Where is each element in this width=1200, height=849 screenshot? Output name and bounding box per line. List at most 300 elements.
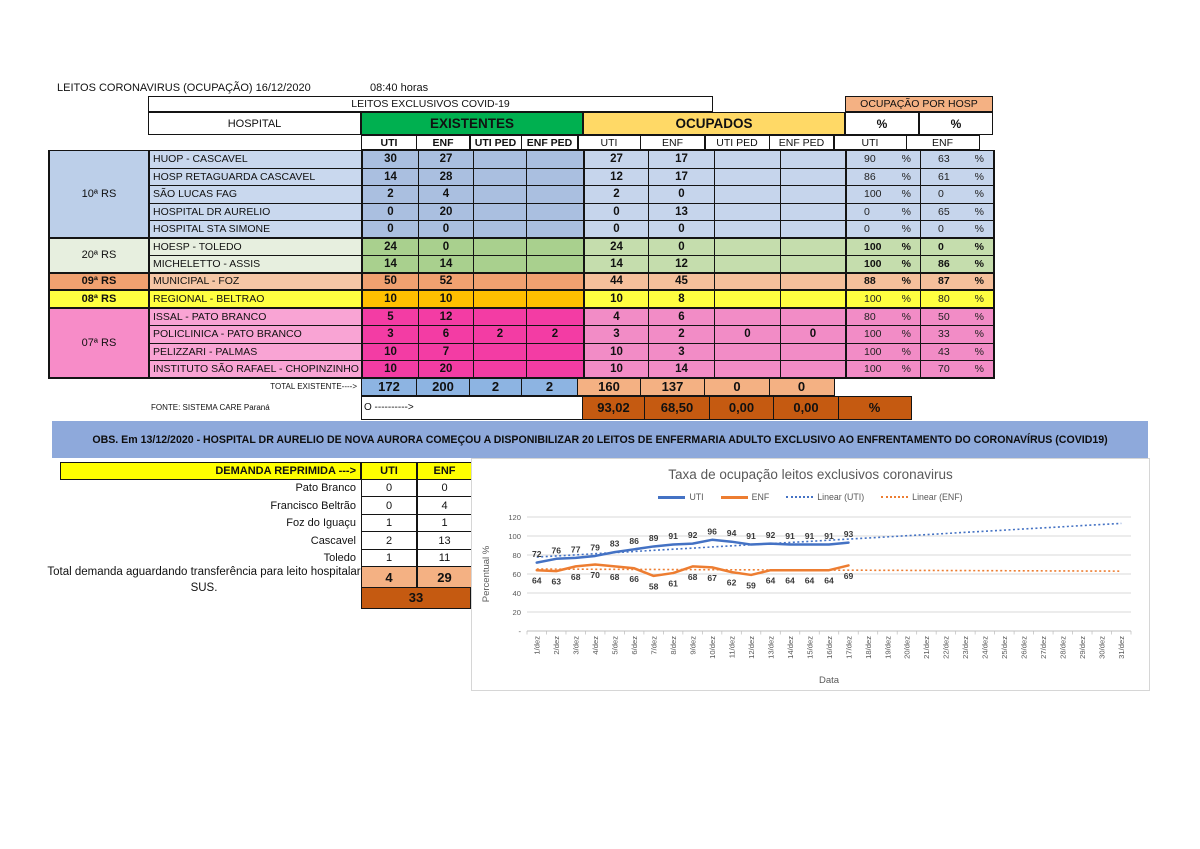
y-tick-label: 60 [512,569,521,579]
y-tick-label: 100 [508,531,521,541]
percent-value: 100 [864,328,882,341]
region-group-label: 09ª RS [50,274,150,292]
occupied-value-cell [781,221,847,239]
x-tick-label: 9/dez [688,636,698,655]
percent-value: 86 [938,257,950,270]
existing-value-cell [527,361,585,379]
data-label: 63 [551,576,562,587]
x-tick-label: 24/dez [980,636,990,659]
existing-value-cell: 28 [419,169,474,187]
percent-value: 100 [864,188,882,201]
legend-label: Linear (UTI) [817,492,865,502]
percent-sign: % [901,205,911,218]
percent-cell [847,326,921,344]
ocupacao-por-hosp-header: OCUPAÇÃO POR HOSP [845,96,993,112]
column-header: UTI [833,135,907,150]
data-label: 89 [648,532,659,543]
existing-value-cell [474,169,527,187]
occupied-value-cell: 10 [585,291,649,309]
page-title: LEITOS CORONAVIRUS (OCUPAÇÃO) 16/12/2020 [57,82,311,94]
existing-value-cell: 27 [419,151,474,169]
existing-value-cell: 4 [419,186,474,204]
percent-sign: % [974,345,984,358]
occupied-value-cell: 12 [585,169,649,187]
percent-cell [921,309,995,327]
existing-value-cell: 14 [363,256,419,274]
x-tick-label: 30/dez [1097,636,1107,659]
percent-cell [921,169,995,187]
percent-cell [921,326,995,344]
data-label: 62 [726,577,737,588]
data-label: 66 [629,573,639,584]
percent-cell [921,204,995,222]
percent-value: 70 [938,362,950,375]
percent-cell [847,204,921,222]
existing-value-cell [474,186,527,204]
occupied-value-cell [715,204,781,222]
occupied-value-cell [715,151,781,169]
x-tick-label: 13/dez [766,636,776,659]
demanda-value-cell: 13 [417,531,472,550]
x-tick-label: 6/dez [629,636,639,655]
occupied-value-cell [715,169,781,187]
percent-sign: % [901,257,911,270]
legend-label: Linear (ENF) [912,492,963,502]
y-tick-label: 120 [508,512,521,522]
x-tick-label: 17/dez [844,636,854,659]
existing-value-cell: 10 [419,291,474,309]
x-tick-label: 5/dez [610,636,620,655]
percent-cell [921,361,995,379]
hospital-name-cell: PELIZZARI - PALMAS [150,344,363,362]
existing-value-cell: 3 [363,326,419,344]
total-occupied-cell: 0 [704,378,770,396]
occupied-value-cell: 27 [585,151,649,169]
percent-value: 87 [938,275,950,288]
x-axis-title: Data [818,675,840,686]
hospital-name-cell: SÃO LUCAS FAG [150,186,363,204]
y-tick-label: - [518,626,521,636]
percent-cell [847,309,921,327]
percent-sign: % [974,153,984,166]
existing-value-cell: 10 [363,344,419,362]
percent-value: 0 [938,188,944,201]
total-existing-cell: 200 [416,378,471,396]
occupied-value-cell [715,344,781,362]
existing-value-cell [527,274,585,292]
occupied-value-cell [781,344,847,362]
ocupados-header: OCUPADOS [583,112,845,135]
total-existing-cell: 2 [469,378,522,396]
demanda-value-cell: 1 [417,514,472,533]
occupancy-rate-cell: 0,00 [709,396,775,420]
region-group-label: 08ª RS [50,291,150,309]
occupied-value-cell: 3 [585,326,649,344]
legend-dotted-line-swatch [786,496,813,498]
percent-value: 100 [864,292,882,305]
occupied-value-cell [715,291,781,309]
existing-value-cell [527,309,585,327]
percent-value: 0 [864,205,870,218]
y-tick-label: 20 [512,607,521,617]
occupancy-rate-cell: 0,00 [773,396,839,420]
existing-value-cell: 30 [363,151,419,169]
occupied-value-cell: 12 [649,256,715,274]
percent-value: 0 [938,240,944,253]
x-tick-label: 20/dez [902,636,912,659]
percent-cell [921,291,995,309]
data-label: 91 [668,531,678,542]
data-label: 64 [824,575,834,586]
existing-value-cell: 52 [419,274,474,292]
percent-sign: % [974,170,984,183]
percent-sign: % [974,257,984,270]
existing-value-cell [527,239,585,257]
existing-value-cell [474,204,527,222]
column-header: UTI PED [704,135,770,150]
x-tick-label: 14/dez [785,636,795,659]
percent-value: 80 [938,292,950,305]
data-label: 64 [785,575,795,586]
x-tick-label: 16/dez [824,636,834,659]
occupied-value-cell [781,274,847,292]
legend-label: ENF [751,492,770,502]
hospital-name-cell: HOESP - TOLEDO [150,239,363,257]
chart-panel [471,458,1150,691]
existing-value-cell: 24 [363,239,419,257]
occupancy-rate-pct-cell: % [838,396,912,420]
column-header: UTI PED [469,135,522,150]
occupancy-rate-cell: 68,50 [644,396,710,420]
demanda-row-label: Pato Branco [295,482,356,494]
occupied-value-cell: 13 [649,204,715,222]
occupied-value-cell: 10 [585,344,649,362]
data-label: 58 [648,581,659,592]
data-label: 64 [804,575,815,586]
hospital-name-cell: HOSPITAL DR AURELIO [150,204,363,222]
percent-cell [847,151,921,169]
existing-value-cell: 10 [363,291,419,309]
percent-value: 100 [864,345,882,358]
pct-enf-header: % [919,112,993,135]
hospital-name-cell: HOSP RETAGUARDA CASCAVEL [150,169,363,187]
percent-sign: % [901,153,911,166]
percent-sign: % [901,275,911,288]
percent-value: 90 [864,153,876,166]
existing-value-cell: 50 [363,274,419,292]
occupied-value-cell: 0 [585,221,649,239]
x-tick-label: 3/dez [571,636,581,655]
data-label: 91 [785,531,795,542]
demanda-value-cell: 11 [417,549,472,568]
occupied-value-cell [715,186,781,204]
occupied-value-cell [715,309,781,327]
occupied-value-cell: 0 [585,204,649,222]
x-tick-label: 18/dez [863,636,873,659]
existing-value-cell [474,309,527,327]
percent-cell [847,274,921,292]
percent-sign: % [974,222,984,235]
x-tick-label: 28/dez [1058,636,1068,659]
occupied-value-cell: 8 [649,291,715,309]
percent-value: 100 [864,362,882,375]
occupied-value-cell [715,274,781,292]
column-header: ENF [906,135,980,150]
percent-sign: % [901,310,911,323]
percent-cell [847,186,921,204]
data-label: 61 [668,578,678,589]
x-tick-label: 29/dez [1078,636,1088,659]
percent-sign: % [974,328,984,341]
legend-line-swatch [721,496,748,499]
total-occupied-cell: 137 [640,378,706,396]
region-group-label: 07ª RS [50,309,150,379]
percent-value: 86 [864,170,876,183]
occupied-value-cell [781,309,847,327]
hospital-name-cell: MICHELETTO - ASSIS [150,256,363,274]
existing-value-cell: 0 [419,239,474,257]
x-tick-label: 26/dez [1019,636,1029,659]
table-subtitle: LEITOS EXCLUSIVOS COVID-19 [148,96,713,112]
demanda-value-cell: 1 [361,549,417,568]
existing-value-cell [527,186,585,204]
hospital-name-cell: HOSPITAL STA SIMONE [150,221,363,239]
x-tick-label: 2/dez [552,636,562,655]
percent-sign: % [901,222,911,235]
existing-value-cell [474,361,527,379]
demanda-value-cell: 0 [361,479,417,498]
existing-value-cell [527,204,585,222]
region-group-label: 20ª RS [50,239,150,274]
x-tick-label: 7/dez [649,636,659,655]
occupied-value-cell [781,204,847,222]
existing-value-cell: 7 [419,344,474,362]
occupied-value-cell: 17 [649,169,715,187]
hospital-name-cell: REGIONAL - BELTRAO [150,291,363,309]
existing-value-cell [474,151,527,169]
x-tick-label: 27/dez [1039,636,1049,659]
data-label: 86 [629,535,639,546]
percent-value: 50 [938,310,950,323]
data-label: 59 [746,580,756,591]
occupied-value-cell: 3 [649,344,715,362]
existing-value-cell [527,291,585,309]
column-header: UTI [361,135,417,150]
data-label: 92 [687,530,698,541]
total-existente-row [148,378,835,396]
existing-value-cell: 14 [419,256,474,274]
ocupado-arrow-box: O ----------> [361,396,583,420]
percent-value: 43 [938,345,950,358]
percent-value: 0 [938,222,944,235]
hospital-name-cell: INSTITUTO SÃO RAFAEL - CHOPINZINHO [150,361,363,379]
occupied-value-cell [715,221,781,239]
y-tick-label: 80 [512,550,521,560]
percent-sign: % [974,275,984,288]
hospital-name-cell: ISSAL - PATO BRANCO [150,309,363,327]
data-label: 68 [687,571,698,582]
demanda-row-label: Toledo [323,552,356,564]
existing-value-cell: 6 [419,326,474,344]
data-label: 77 [570,544,581,555]
demanda-column-header: ENF [417,462,472,480]
occupied-value-cell [715,239,781,257]
demanda-value-cell: 4 [417,496,472,515]
data-label: 69 [843,570,854,581]
column-header: UTI [577,135,641,150]
occupied-value-cell: 2 [585,186,649,204]
existing-value-cell: 2 [363,186,419,204]
percent-sign: % [901,292,911,305]
chart-legend [472,492,1149,502]
demanda-total-cell: 4 [361,566,417,588]
pct-uti-header: % [845,112,919,135]
percent-sign: % [974,310,984,323]
existing-value-cell [474,256,527,274]
occupied-value-cell: 14 [649,361,715,379]
legend-item [658,492,703,502]
existing-value-cell: 10 [363,361,419,379]
existing-value-cell: 12 [419,309,474,327]
percent-sign: % [974,292,984,305]
x-tick-label: 21/dez [922,636,932,659]
occupied-value-cell [781,239,847,257]
percent-sign: % [901,170,911,183]
column-header: ENF [640,135,706,150]
existing-value-cell [527,344,585,362]
total-existing-cell: 2 [521,378,579,396]
existing-value-cell: 0 [363,204,419,222]
total-ocupado-row [148,396,912,420]
existentes-header: EXISTENTES [361,112,583,135]
existing-value-cell [527,169,585,187]
hospital-name-cell: MUNICIPAL - FOZ [150,274,363,292]
data-label: 93 [843,529,854,540]
occupied-value-cell: 44 [585,274,649,292]
series-line-UTI [537,540,849,563]
total-occupied-cell: 0 [769,378,835,396]
x-tick-label: 15/dez [805,636,815,659]
occupied-value-cell [715,256,781,274]
percent-sign: % [974,188,984,201]
x-tick-label: 4/dez [590,636,600,655]
occupied-value-cell [781,256,847,274]
occupied-value-cell: 0 [649,221,715,239]
x-tick-label: 19/dez [883,636,893,659]
demanda-note: Total demanda aguardando transferência para leito hospitalar SUS. [47,566,361,595]
x-tick-label: 12/dez [746,636,756,659]
demanda-column-header: UTI [361,462,417,480]
column-header: ENF PED [769,135,835,150]
legend-line-swatch [658,496,685,499]
percent-value: 61 [938,170,950,183]
existing-value-cell [527,151,585,169]
percent-cell [921,221,995,239]
percent-cell [921,239,995,257]
percent-sign: % [901,328,911,341]
demanda-header-label: DEMANDA REPRIMIDA ---> [60,462,361,480]
percent-cell [921,186,995,204]
percent-cell [847,361,921,379]
hospital-name-cell: HUOP - CASCAVEL [150,151,363,169]
line-chart [479,507,1143,689]
percent-cell [847,221,921,239]
total-occupied-cell: 160 [577,378,641,396]
existing-value-cell: 20 [419,361,474,379]
legend-label: UTI [689,492,704,502]
occupied-value-cell: 45 [649,274,715,292]
percent-sign: % [974,362,984,375]
x-tick-label: 10/dez [707,636,717,659]
existing-value-cell: 14 [363,169,419,187]
column-header: ENF [416,135,471,150]
data-label: 76 [551,545,562,556]
occupied-value-cell [781,186,847,204]
percent-sign: % [974,240,984,253]
data-label: 91 [746,531,756,542]
occupied-value-cell: 14 [585,256,649,274]
data-label: 68 [609,571,620,582]
chart-title: Taxa de ocupação leitos exclusivos coronavirus [668,467,953,482]
x-tick-label: 11/dez [727,636,737,659]
occupied-value-cell [781,151,847,169]
hospital-column-header: HOSPITAL [148,112,361,135]
demanda-grand-total-cell: 33 [361,587,471,609]
occupied-value-cell: 2 [649,326,715,344]
data-label: 64 [531,575,542,586]
demanda-total-cell: 29 [417,566,472,588]
demanda-value-cell: 1 [361,514,417,533]
existing-value-cell: 2 [474,326,527,344]
percent-cell [921,256,995,274]
occupied-value-cell: 6 [649,309,715,327]
data-label: 72 [531,549,542,560]
legend-item [721,492,770,502]
existing-value-cell [474,239,527,257]
percent-sign: % [901,362,911,375]
existing-value-cell [474,274,527,292]
occupied-value-cell: 0 [781,326,847,344]
hospital-table [48,150,995,379]
report-time: 08:40 horas [370,82,429,94]
existing-value-cell [474,221,527,239]
x-tick-label: 22/dez [941,636,951,659]
total-existing-cell: 172 [361,378,417,396]
percent-cell [847,291,921,309]
percent-value: 80 [864,310,876,323]
x-tick-label: 25/dez [1000,636,1010,659]
demanda-value-cell: 2 [361,531,417,550]
data-label: 79 [590,542,600,553]
x-tick-label: 8/dez [668,636,678,655]
data-label: 96 [707,526,717,537]
x-tick-label: 31/dez [1117,636,1127,659]
data-label: 91 [804,531,815,542]
data-label: 94 [726,528,737,539]
total-existente-label: TOTAL EXISTENTE----> [270,382,357,391]
percent-cell [847,239,921,257]
occupied-value-cell: 17 [649,151,715,169]
data-label: 67 [707,572,717,583]
y-tick-label: 40 [512,588,521,598]
occupied-value-cell [715,361,781,379]
percent-value: 100 [864,240,882,253]
data-label: 68 [570,571,581,582]
occupied-value-cell: 24 [585,239,649,257]
percent-value: 0 [864,222,870,235]
percent-sign: % [974,205,984,218]
column-header: ENF PED [521,135,579,150]
